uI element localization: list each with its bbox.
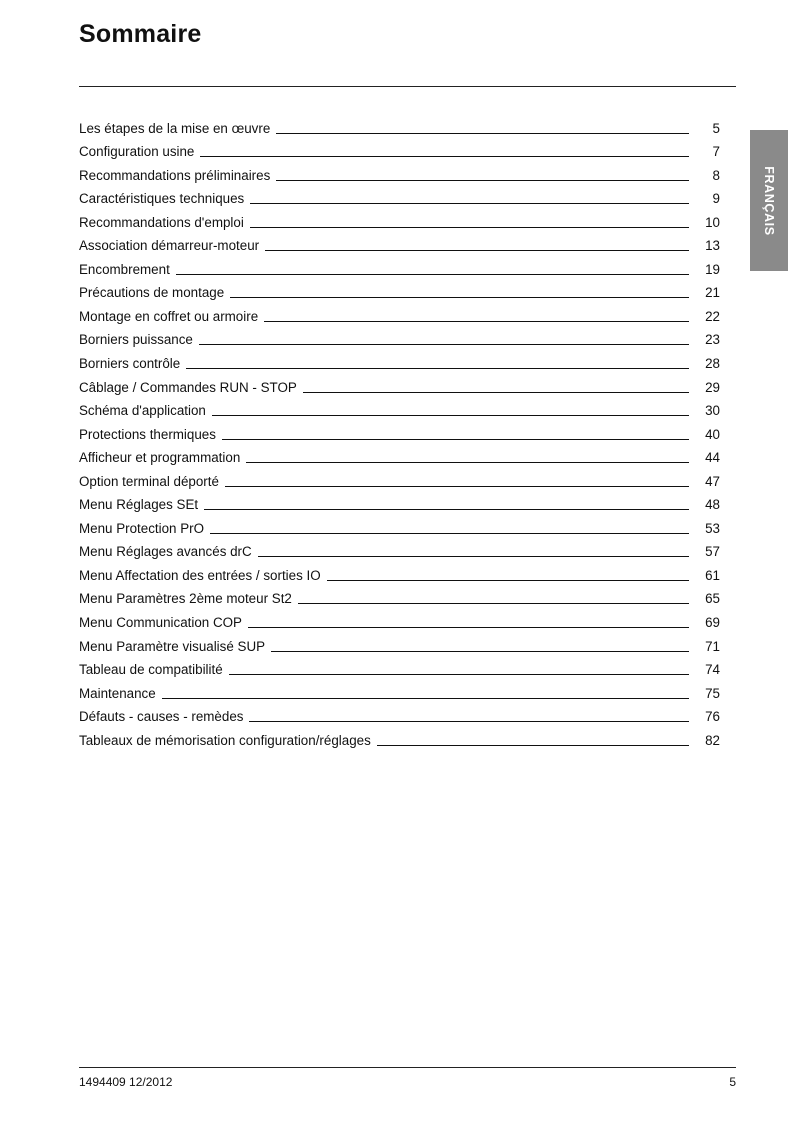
toc-entry[interactable] <box>79 560 720 584</box>
toc-entry-title: Encombrement <box>79 261 170 277</box>
toc-leader-line <box>225 486 689 487</box>
toc-leader-line <box>210 533 689 534</box>
toc-leader-line <box>250 227 689 228</box>
footer-page-number: 5 <box>729 1075 736 1089</box>
toc-entry-page: 40 <box>705 426 720 442</box>
footer-divider <box>79 1067 736 1068</box>
toc-entry-page: 53 <box>705 520 720 536</box>
toc-leader-line <box>377 745 689 746</box>
toc-entry-page: 13 <box>705 238 720 254</box>
toc-entry-page: 5 <box>712 120 720 136</box>
toc-entry[interactable] <box>79 325 720 349</box>
toc-entry-title: Schéma d'application <box>79 403 206 419</box>
toc-entry-title: Association démarreur-moteur <box>79 238 260 254</box>
toc-entry-title: Menu Protection PrO <box>79 520 205 536</box>
toc-leader-line <box>276 133 689 134</box>
toc-entry-page: 47 <box>705 473 720 489</box>
toc-leader-line <box>222 439 689 440</box>
toc-entry[interactable] <box>79 160 720 184</box>
toc-entry[interactable] <box>79 207 720 231</box>
toc-leader-line <box>276 180 689 181</box>
toc-leader-line <box>258 556 689 557</box>
toc-entry[interactable] <box>79 254 720 278</box>
toc-entry-title: Menu Communication COP <box>79 615 242 631</box>
toc-leader-line <box>264 321 689 322</box>
toc-leader-line <box>200 156 689 157</box>
toc-leader-line <box>248 627 689 628</box>
toc-entry-title: Afficheur et programmation <box>79 450 241 466</box>
toc-entry[interactable] <box>79 348 720 372</box>
toc-entry-title: Câblage / Commandes RUN - STOP <box>79 379 297 395</box>
toc-entry-title: Menu Paramètre visualisé SUP <box>79 638 266 654</box>
toc-entry-title: Borniers contrôle <box>79 356 181 372</box>
toc-leader-line <box>229 674 689 675</box>
toc-leader-line <box>199 344 689 345</box>
toc-entry-page: 75 <box>705 685 720 701</box>
toc-entry[interactable] <box>79 678 720 702</box>
toc-entry[interactable] <box>79 301 720 325</box>
toc-leader-line <box>249 721 689 722</box>
toc-entry-title: Borniers puissance <box>79 332 193 348</box>
toc-entry[interactable] <box>79 584 720 608</box>
toc-entry-page: 10 <box>705 214 720 230</box>
toc-entry-page: 74 <box>705 662 720 678</box>
toc-leader-line <box>327 580 689 581</box>
toc-entry-page: 30 <box>705 403 720 419</box>
toc-entry[interactable] <box>79 607 720 631</box>
toc-entry[interactable] <box>79 490 720 514</box>
toc-leader-line <box>230 297 689 298</box>
toc-entry[interactable] <box>79 702 720 726</box>
toc-leader-line <box>186 368 689 369</box>
toc-leader-line <box>250 203 689 204</box>
toc-entry-page: 7 <box>712 144 720 160</box>
toc-entry-page: 71 <box>705 638 720 654</box>
toc-entry-page: 22 <box>705 308 720 324</box>
toc-entry-title: Montage en coffret ou armoire <box>79 308 259 324</box>
toc-entry-page: 61 <box>705 567 720 583</box>
toc-leader-line <box>162 698 689 699</box>
toc-leader-line <box>246 462 689 463</box>
toc-entry[interactable] <box>79 631 720 655</box>
table-of-contents <box>79 113 720 749</box>
toc-entry-title: Menu Paramètres 2ème moteur St2 <box>79 591 292 607</box>
toc-entry-title: Option terminal déporté <box>79 473 219 489</box>
language-tab-label: FRANÇAIS <box>762 165 776 236</box>
toc-entry-title: Configuration usine <box>79 144 195 160</box>
toc-entry-page: 23 <box>705 332 720 348</box>
toc-entry[interactable] <box>79 725 720 749</box>
toc-entry[interactable] <box>79 372 720 396</box>
toc-entry-page: 69 <box>705 615 720 631</box>
toc-leader-line <box>298 603 689 604</box>
toc-entry-page: 21 <box>705 285 720 301</box>
toc-leader-line <box>204 509 689 510</box>
toc-entry[interactable] <box>79 137 720 161</box>
footer-doc-reference: 1494409 12/2012 <box>79 1075 173 1089</box>
toc-entry[interactable] <box>79 419 720 443</box>
toc-entry-page: 57 <box>705 544 720 560</box>
toc-entry-page: 19 <box>705 261 720 277</box>
toc-entry[interactable] <box>79 396 720 420</box>
toc-entry[interactable] <box>79 113 720 137</box>
toc-leader-line <box>265 250 689 251</box>
title-divider <box>79 86 736 87</box>
toc-entry[interactable] <box>79 278 720 302</box>
toc-entry-title: Menu Affectation des entrées / sorties IO <box>79 567 321 583</box>
toc-entry-page: 76 <box>705 709 720 725</box>
toc-leader-line <box>212 415 689 416</box>
toc-entry-title: Protections thermiques <box>79 426 216 442</box>
toc-entry-page: 8 <box>712 167 720 183</box>
toc-entry-page: 28 <box>705 356 720 372</box>
toc-entry-title: Recommandations préliminaires <box>79 167 271 183</box>
toc-entry-title: Menu Réglages SEt <box>79 497 199 513</box>
toc-entry[interactable] <box>79 513 720 537</box>
toc-leader-line <box>176 274 689 275</box>
toc-entry-page: 9 <box>712 191 720 207</box>
toc-entry-title: Défauts - causes - remèdes <box>79 709 244 725</box>
toc-entry-title: Recommandations d'emploi <box>79 214 244 230</box>
toc-entry-page: 82 <box>705 732 720 748</box>
toc-entry-page: 65 <box>705 591 720 607</box>
toc-entry[interactable] <box>79 184 720 208</box>
toc-entry-title: Maintenance <box>79 685 156 701</box>
toc-entry-title: Précautions de montage <box>79 285 225 301</box>
toc-entry-title: Menu Réglages avancés drC <box>79 544 252 560</box>
toc-leader-line <box>303 392 689 393</box>
page-title: Sommaire <box>79 20 202 48</box>
toc-entry-page: 44 <box>705 450 720 466</box>
toc-entry-page: 29 <box>705 379 720 395</box>
toc-entry-page: 48 <box>705 497 720 513</box>
toc-entry[interactable] <box>79 443 720 467</box>
language-tab[interactable] <box>750 130 788 271</box>
toc-entry-title: Tableau de compatibilité <box>79 662 223 678</box>
toc-entry[interactable] <box>79 466 720 490</box>
toc-leader-line <box>271 651 689 652</box>
toc-entry[interactable] <box>79 655 720 679</box>
toc-entry[interactable] <box>79 537 720 561</box>
toc-entry-title: Les étapes de la mise en œuvre <box>79 120 271 136</box>
toc-entry[interactable] <box>79 231 720 255</box>
toc-entry-title: Tableaux de mémorisation configuration/réglages <box>79 732 371 748</box>
toc-entry-title: Caractéristiques techniques <box>79 191 245 207</box>
